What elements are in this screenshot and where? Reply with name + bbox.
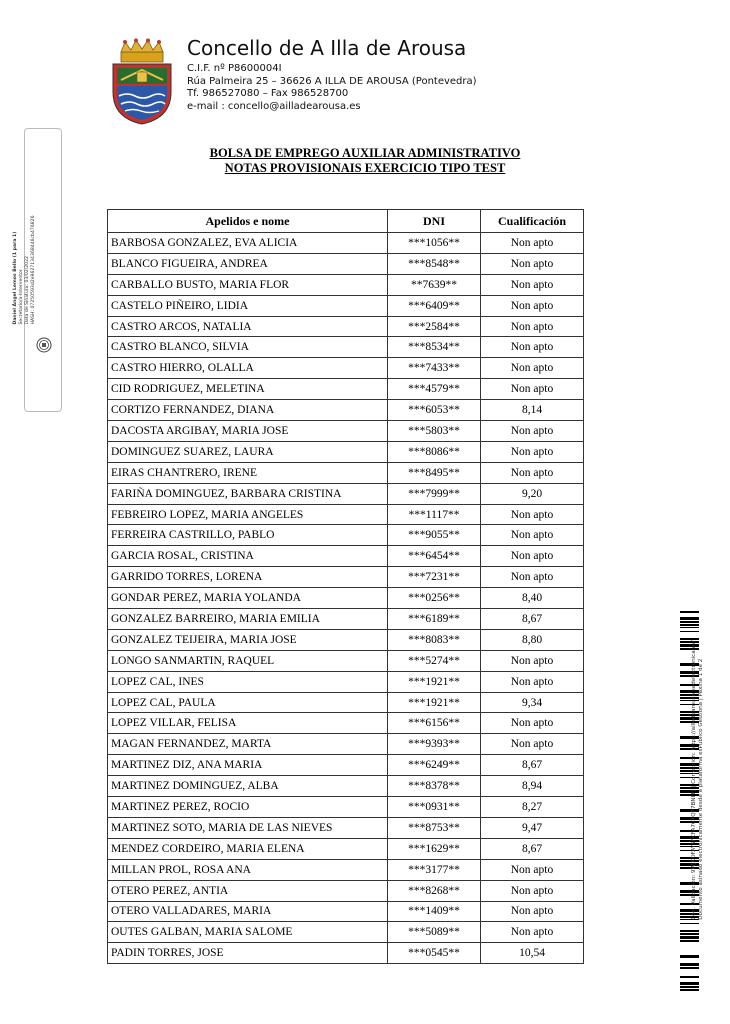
org-cif: C.I.F. nº P8600004I	[187, 63, 282, 74]
cell-dni: ***4579**	[388, 379, 481, 400]
cell-name: LOPEZ CAL, PAULA	[108, 692, 388, 713]
cell-dni: ***0256**	[388, 588, 481, 609]
cell-name: PADIN TORRES, JOSE	[108, 943, 388, 964]
org-phone: Tf. 986527080 – Fax 986528700	[187, 88, 349, 99]
cell-dni: ***6053**	[388, 400, 481, 421]
cell-score: 8,14	[481, 400, 584, 421]
barcode-bar	[680, 933, 699, 935]
cell-dni: ***8753**	[388, 817, 481, 838]
cell-dni: ***1409**	[388, 901, 481, 922]
cell-name: MARTINEZ DIZ, ANA MARIA	[108, 755, 388, 776]
crest-icon	[107, 38, 177, 126]
cell-name: GARRIDO TORRES, LORENA	[108, 567, 388, 588]
barcode-bar	[680, 627, 699, 628]
cell-dni: ***6409**	[388, 295, 481, 316]
cell-name: GONDAR PEREZ, MARIA YOLANDA	[108, 588, 388, 609]
cell-score: Non apto	[481, 421, 584, 442]
signer-role: Secretario/a-Interventor	[19, 269, 24, 325]
cell-dni: ***2584**	[388, 316, 481, 337]
cell-name: LOPEZ VILLAR, FELISA	[108, 713, 388, 734]
cell-score: Non apto	[481, 441, 584, 462]
table-row	[108, 880, 584, 901]
cell-name: CASTELO PIÑEIRO, LIDIA	[108, 295, 388, 316]
cell-name: MENDEZ CORDEIRO, MARIA ELENA	[108, 838, 388, 859]
table-row	[108, 629, 584, 650]
cell-dni: ***9055**	[388, 525, 481, 546]
barcode-bar	[680, 982, 699, 985]
barcode-bar	[680, 611, 699, 613]
cell-name: BLANCO FIGUEIRA, ANDREA	[108, 253, 388, 274]
table-body	[108, 233, 584, 964]
table-row	[108, 567, 584, 588]
title-line-1: BOLSA DE EMPREGO AUXILIAR ADMINISTRATIVO	[209, 146, 521, 160]
cell-name: MAGAN FERNANDEZ, MARTA	[108, 734, 388, 755]
barcode-bar	[680, 963, 699, 966]
barcode-bar	[680, 989, 699, 991]
table-row	[108, 650, 584, 671]
column-header-score: Cualificación	[481, 210, 584, 233]
table-row	[108, 588, 584, 609]
table-row	[108, 421, 584, 442]
cell-score: Non apto	[481, 567, 584, 588]
document-title	[0, 146, 730, 176]
table-row	[108, 546, 584, 567]
cell-dni: ***1921**	[388, 692, 481, 713]
table-row	[108, 776, 584, 797]
barcode-bar	[680, 631, 699, 632]
cell-dni: ***8495**	[388, 462, 481, 483]
table-row	[108, 462, 584, 483]
table-row	[108, 441, 584, 462]
cell-name: CARBALLO BUSTO, MARIA FLOR	[108, 274, 388, 295]
cell-name: GONZALEZ BARREIRO, MARIA EMILIA	[108, 609, 388, 630]
table-row	[108, 316, 584, 337]
table-row	[108, 400, 584, 421]
cell-name: OTERO PEREZ, ANTIA	[108, 880, 388, 901]
cell-name: GONZALEZ TEIJEIRA, MARIA JOSE	[108, 629, 388, 650]
cell-score: 9,20	[481, 483, 584, 504]
column-header-name: Apelidos e nome	[108, 210, 388, 233]
barcode-bar	[680, 936, 699, 939]
org-name: Concello de A Illa de Arousa	[187, 36, 467, 60]
barcode-bar	[680, 967, 699, 969]
cell-name: MILLAN PROL, ROSA ANA	[108, 859, 388, 880]
cell-name: EIRAS CHANTRERO, IRENE	[108, 462, 388, 483]
letterhead	[187, 36, 477, 113]
cell-score: Non apto	[481, 233, 584, 254]
cell-score: Non apto	[481, 316, 584, 337]
cell-score: 9,34	[481, 692, 584, 713]
cell-score: 8,67	[481, 609, 584, 630]
cell-name: OTERO VALLADARES, MARIA	[108, 901, 388, 922]
signature-text	[13, 216, 37, 325]
cell-name: CORTIZO FERNANDEZ, DIANA	[108, 400, 388, 421]
cell-name: MARTINEZ SOTO, MARIA DE LAS NIEVES	[108, 817, 388, 838]
cell-dni: ***1921**	[388, 671, 481, 692]
title-line-2: NOTAS PROVISIONAIS EXERCICIO TIPO TEST	[224, 161, 506, 175]
barcode-bar	[680, 617, 699, 620]
cell-score: Non apto	[481, 358, 584, 379]
table-row	[108, 253, 584, 274]
cell-dni: **7639**	[388, 274, 481, 295]
cell-dni: ***1629**	[388, 838, 481, 859]
table-header-row	[108, 210, 584, 233]
cell-dni: ***0545**	[388, 943, 481, 964]
cell-score: Non apto	[481, 859, 584, 880]
cell-dni: ***6156**	[388, 713, 481, 734]
cell-name: CASTRO HIERRO, OLALLA	[108, 358, 388, 379]
table-row	[108, 504, 584, 525]
table-row	[108, 901, 584, 922]
cell-dni: ***6249**	[388, 755, 481, 776]
cell-name: LONGO SANMARTIN, RAQUEL	[108, 650, 388, 671]
cell-name: FERREIRA CASTRILLO, PABLO	[108, 525, 388, 546]
cell-score: 9,47	[481, 817, 584, 838]
cell-name: CASTRO ARCOS, NATALIA	[108, 316, 388, 337]
table-row	[108, 358, 584, 379]
cell-dni: ***8378**	[388, 776, 481, 797]
table-row	[108, 337, 584, 358]
table-row	[108, 671, 584, 692]
table-row	[108, 943, 584, 964]
cell-name: MARTINEZ DOMINGUEZ, ALBA	[108, 776, 388, 797]
signer-name: Daniel Ángel Lemos Bello (1 para 1)	[13, 231, 18, 325]
cell-name: FARIÑA DOMINGUEZ, BARBARA CRISTINA	[108, 483, 388, 504]
verification-line-2: Documento asinado electrónicamente desde a plataforma esPublico Gestiona | Páxina 1 de 2	[698, 658, 704, 920]
cell-score: Non apto	[481, 901, 584, 922]
barcode-bar	[680, 624, 699, 626]
cell-dni: ***5274**	[388, 650, 481, 671]
barcode-bar	[680, 986, 699, 988]
cell-score: Non apto	[481, 650, 584, 671]
cell-dni: ***7999**	[388, 483, 481, 504]
org-address: Rúa Palmeira 25 – 36626 A ILLA DE AROUSA (Pontevedra)	[187, 75, 477, 87]
cell-name: LOPEZ CAL, INES	[108, 671, 388, 692]
table-row	[108, 713, 584, 734]
table-row	[108, 859, 584, 880]
cell-dni: ***0931**	[388, 797, 481, 818]
cell-score: Non apto	[481, 253, 584, 274]
cell-dni: ***6189**	[388, 609, 481, 630]
barcode-bar	[680, 940, 699, 942]
table-row	[108, 233, 584, 254]
cell-score: Non apto	[481, 671, 584, 692]
verification-text	[691, 640, 705, 919]
table-row	[108, 817, 584, 838]
table-row	[108, 295, 584, 316]
cell-score: 8,94	[481, 776, 584, 797]
cell-score: 8,67	[481, 755, 584, 776]
cell-score: Non apto	[481, 922, 584, 943]
table-row	[108, 525, 584, 546]
table-row	[108, 922, 584, 943]
barcode-bar	[680, 923, 699, 924]
cell-score: Non apto	[481, 504, 584, 525]
barcode-bar	[680, 930, 699, 932]
barcode-bar	[680, 955, 699, 958]
cell-name: CASTRO BLANCO, SILVIA	[108, 337, 388, 358]
cell-dni: ***5089**	[388, 922, 481, 943]
org-email: e-mail : concello@ailladearousa.es	[187, 100, 361, 112]
cell-name: DACOSTA ARGIBAY, MARIA JOSE	[108, 421, 388, 442]
cell-score: Non apto	[481, 274, 584, 295]
cell-dni: ***6454**	[388, 546, 481, 567]
verification-line-1: Cod. Validación: 9WJKDFAY5FCFA7CTQP7BNFFJ | Corrección: https://ailladearousa.sedelectronica.es/	[691, 640, 697, 920]
cell-name: MARTINEZ PEREZ, ROCIO	[108, 797, 388, 818]
cell-score: Non apto	[481, 880, 584, 901]
cell-dni: ***1117**	[388, 504, 481, 525]
cell-dni: ***1056**	[388, 233, 481, 254]
cell-score: Non apto	[481, 713, 584, 734]
cell-dni: ***8268**	[388, 880, 481, 901]
signature-hash: HASH: 07250593d2e9627134368446cb476826	[31, 215, 36, 325]
barcode-bar	[680, 976, 699, 978]
cell-dni: ***8534**	[388, 337, 481, 358]
table-row	[108, 692, 584, 713]
cell-name: OUTES GALBAN, MARIA SALOME	[108, 922, 388, 943]
cell-name: CID RODRIGUEZ, MELETINA	[108, 379, 388, 400]
cell-score: Non apto	[481, 734, 584, 755]
cell-dni: ***8086**	[388, 441, 481, 462]
cell-dni: ***7231**	[388, 567, 481, 588]
cell-dni: ***8083**	[388, 629, 481, 650]
barcode-bar	[680, 621, 699, 623]
cell-score: 8,67	[481, 838, 584, 859]
cell-score: 8,27	[481, 797, 584, 818]
cell-score: 10,54	[481, 943, 584, 964]
cell-name: BARBOSA GONZALEZ, EVA ALICIA	[108, 233, 388, 254]
cell-score: Non apto	[481, 525, 584, 546]
grades-table	[107, 209, 584, 964]
cell-dni: ***5803**	[388, 421, 481, 442]
table-row	[108, 609, 584, 630]
table-row	[108, 734, 584, 755]
cell-dni: ***7433**	[388, 358, 481, 379]
table-row	[108, 755, 584, 776]
cell-score: Non apto	[481, 379, 584, 400]
cell-name: FEBREIRO LOPEZ, MARIA ANGELES	[108, 504, 388, 525]
cell-dni: ***8548**	[388, 253, 481, 274]
table-row	[108, 797, 584, 818]
cell-name: GARCIA ROSAL, CRISTINA	[108, 546, 388, 567]
cell-dni: ***9393**	[388, 734, 481, 755]
cell-score: Non apto	[481, 462, 584, 483]
table-row	[108, 838, 584, 859]
cell-score: Non apto	[481, 546, 584, 567]
table-row	[108, 483, 584, 504]
table-row	[108, 274, 584, 295]
cell-dni: ***3177**	[388, 859, 481, 880]
cell-name: DOMINGUEZ SUAREZ, LAURA	[108, 441, 388, 462]
column-header-dni: DNI	[388, 210, 481, 233]
cell-score: Non apto	[481, 337, 584, 358]
signature-date: Data de Sinatura: 03/02/2022	[25, 256, 30, 325]
cell-score: 8,40	[481, 588, 584, 609]
cell-score: 8,80	[481, 629, 584, 650]
table-row	[108, 379, 584, 400]
electronic-seal-icon	[36, 337, 52, 353]
cell-score: Non apto	[481, 295, 584, 316]
